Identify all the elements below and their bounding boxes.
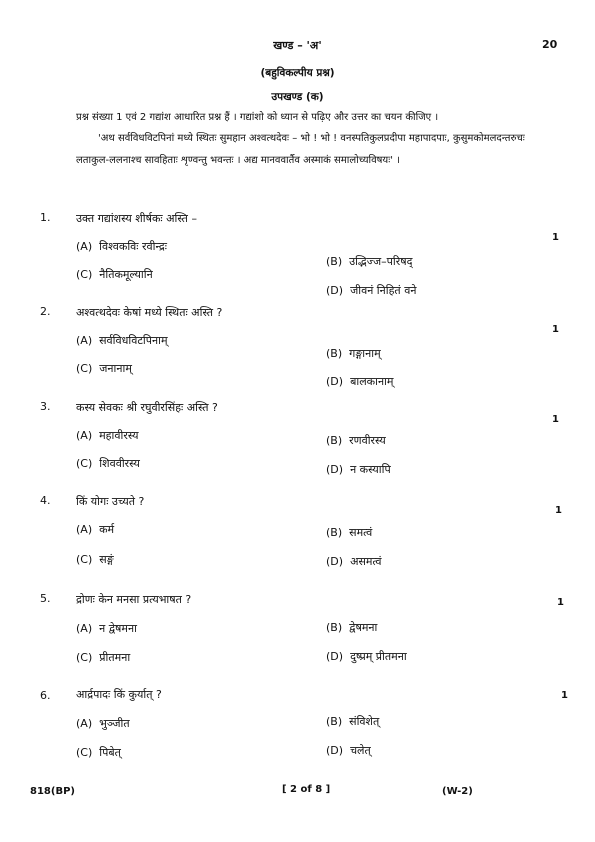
option-text: दुष्प्रम् प्रीतमना [350, 650, 407, 663]
option-label: (D) [326, 463, 344, 476]
option-label: (D) [326, 744, 344, 757]
question-text: आर्द्रपादः किं कुर्यात् ? [76, 688, 162, 701]
option-text: भुञ्जीत [99, 717, 130, 730]
question-marks: 1 [555, 505, 562, 516]
question-marks: 1 [552, 414, 559, 425]
option-text: संविशेत् [349, 715, 380, 728]
option-label: (C) [76, 457, 93, 470]
option-text: समत्वं [349, 526, 373, 539]
question-text: अश्वत्थदेवः केषां मध्ये स्थितः अस्ति ? [76, 306, 223, 319]
option-label: (B) [326, 255, 343, 268]
question-number: 2. [40, 305, 51, 318]
option-text: शिववीरस्य [99, 457, 140, 470]
question-number: 5. [40, 592, 51, 605]
option-text: सर्वविधविटपिनाम् [99, 334, 168, 347]
page-indicator: [ 2 of 8 ] [282, 784, 331, 795]
option-text: गङ्गानाम् [349, 347, 381, 360]
option-label: (C) [76, 362, 93, 375]
option-label: (B) [326, 526, 343, 539]
option-text: रणवीरस्य [349, 434, 386, 447]
option-label: (A) [76, 523, 93, 536]
question-number: 4. [40, 494, 51, 507]
question-text: द्रोणः केन मनसा प्रत्यभाषत ? [76, 593, 192, 606]
option-text: पिबेत् [99, 746, 121, 759]
paper-code: 818(BP) [30, 786, 75, 797]
option-text: न द्वेषमना [99, 622, 137, 635]
option-label: (C) [76, 268, 93, 281]
option-text: न कस्यापि [350, 463, 391, 476]
option-label: (D) [326, 375, 344, 388]
question-text: उक्त गद्यांशस्य शीर्षकः अस्ति – [76, 212, 197, 225]
option-label: (A) [76, 334, 93, 347]
option-label: (C) [76, 553, 93, 566]
option-label: (B) [326, 347, 343, 360]
option-text: विश्वकविः रवीन्द्रः [99, 240, 167, 253]
option-label: (A) [76, 717, 93, 730]
section-title: (बहुविकल्पीय प्रश्न) [260, 67, 335, 79]
option-label: (C) [76, 651, 93, 664]
question-number: 3. [40, 400, 51, 413]
option-label: (A) [76, 622, 93, 635]
option-label: (A) [76, 240, 93, 253]
question-text: कस्य सेवकः श्री रघुवीरसिंहः अस्ति ? [76, 401, 218, 414]
option-text: बालकानाम् [350, 375, 394, 388]
question-number: 1. [40, 211, 51, 224]
option-text: जीवनं निहितं वने [350, 284, 417, 297]
page-number: 20 [542, 38, 558, 51]
option-text: चलेत् [350, 744, 371, 757]
option-label: (D) [326, 650, 344, 663]
question-marks: 1 [557, 597, 564, 608]
option-text: प्रीतमना [99, 651, 131, 664]
instruction-text: प्रश्न संख्या 1 एवं 2 गद्यांश आधारित प्रश्न हैं । गद्यांशो को ध्यान से पढ़िए और उत्तर का चयन कीजिए । [76, 112, 439, 123]
option-label: (D) [326, 284, 344, 297]
option-text: कर्म [99, 523, 115, 536]
option-text: महावीरस्य [99, 429, 139, 442]
option-text: असमत्वं [350, 555, 382, 568]
question-marks: 1 [552, 232, 559, 243]
question-number: 6. [40, 689, 51, 702]
option-text: द्वेषमना [349, 621, 378, 634]
option-text: नैतिकमूल्यानि [99, 268, 153, 281]
option-text: उद्भिज्ज–परिषद् [349, 255, 413, 268]
section-header: खण्ड – 'अ' [273, 39, 322, 52]
subsection-title: उपखण्ड (क) [271, 91, 324, 103]
set-code: (W-2) [442, 786, 473, 797]
option-label: (A) [76, 429, 93, 442]
question-marks: 1 [561, 690, 568, 701]
option-label: (B) [326, 434, 343, 447]
passage-text: 'अथ सर्वविधविटपिनां मध्ये स्थितः सुमहान अश्वत्थदेवः – भो ! भो ! वनस्पतिकुलप्रदीपा महापादपाः, कुसुमकोमलदन्तरुचः लताकुल-ललनाश्च सावहिताः शृण्वन्तु भवन्तः । अद्य मानववार्तैव अस्माकं समालोच्यविषयः' । [76, 133, 525, 166]
option-text: सङ्गं [99, 553, 114, 566]
option-label: (B) [326, 715, 343, 728]
question-marks: 1 [552, 324, 559, 335]
option-label: (D) [326, 555, 344, 568]
option-label: (C) [76, 746, 93, 759]
question-text: किं योगः उच्यते ? [76, 495, 145, 508]
option-label: (B) [326, 621, 343, 634]
option-text: जनानाम् [99, 362, 132, 375]
